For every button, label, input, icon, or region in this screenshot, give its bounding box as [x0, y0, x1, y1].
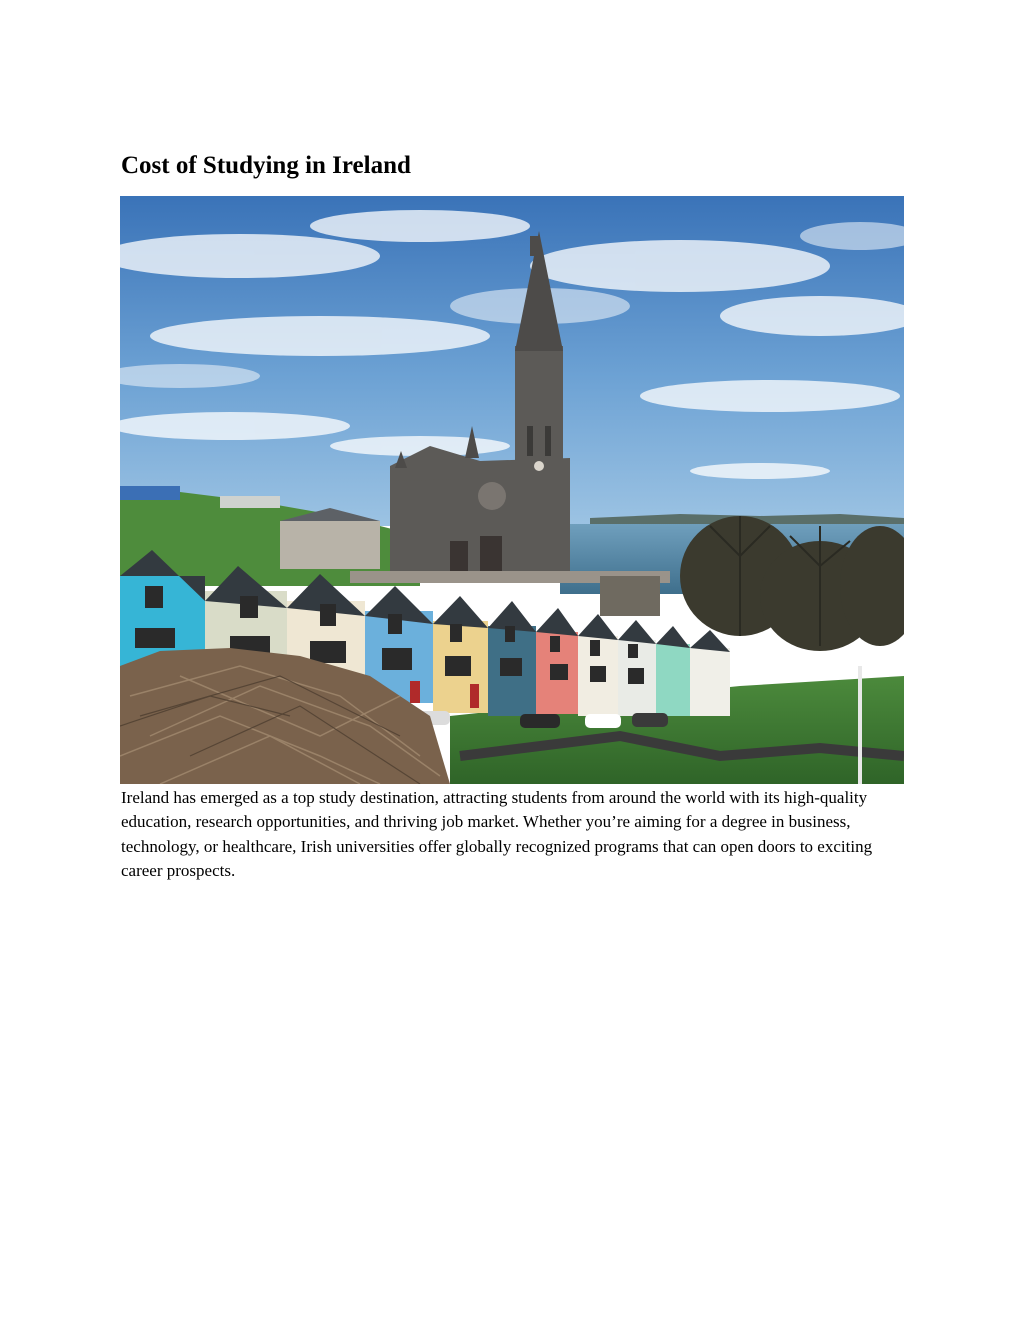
page-title: Cost of Studying in Ireland: [121, 152, 411, 179]
cobh-cathedral-photo: [120, 196, 904, 784]
intro-paragraph: Ireland has emerged as a top study destination, attracting students from around the world with its high-quality education, research opportunities, and thriving job market. Whether you’re aiming for a degree in business, technology, or healthcare, Irish universities offer globally recognized programs that can open doors to exciting career prospects.: [121, 788, 873, 880]
